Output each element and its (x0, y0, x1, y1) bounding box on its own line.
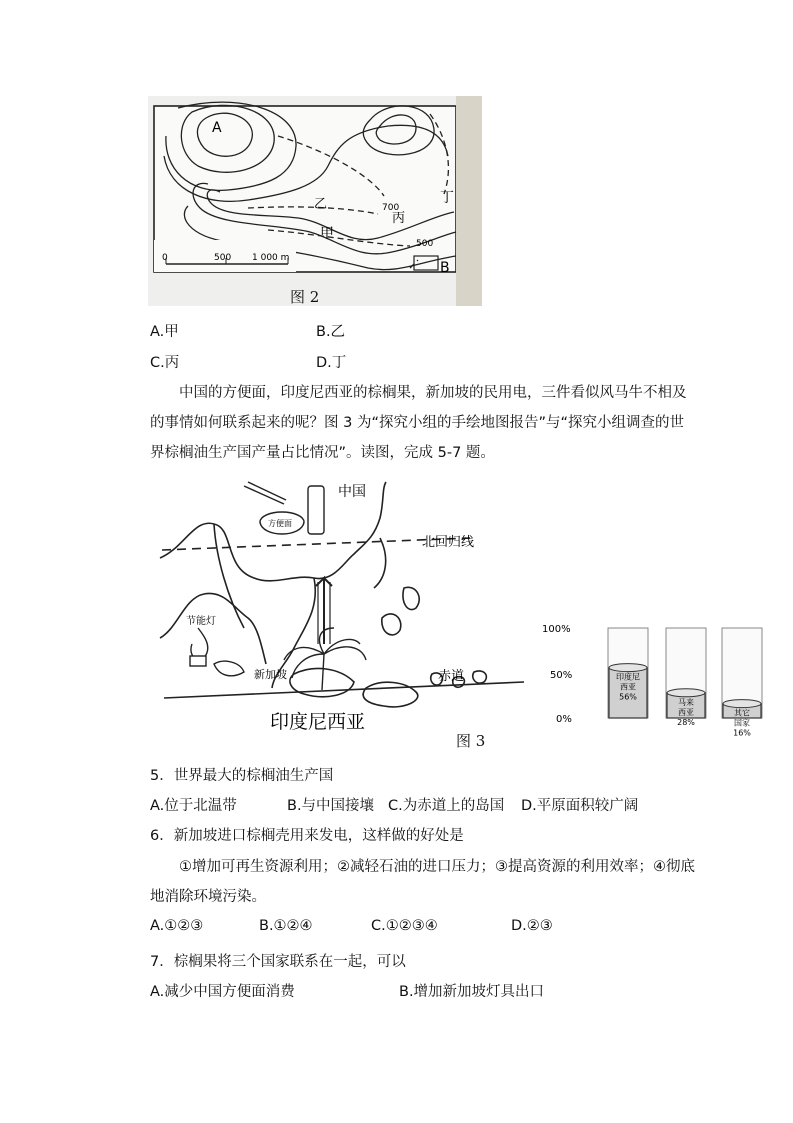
map-label-singapore: 新加坡 (254, 668, 287, 681)
point-yi-label: 乙 (314, 197, 328, 212)
scale-label-500: 500 (214, 253, 232, 263)
point-bing-label: 丙 (392, 211, 406, 226)
bar-value-label-2: 16% (733, 728, 751, 738)
q5-option-a[interactable]: A.位于北温带 (150, 798, 237, 814)
map-label-indonesia: 印度尼西亚 (270, 711, 366, 733)
q6-statement: ①增加可再生资源利用；②减轻石油的进口压力；③提高资源的利用效率；④彻底地消除环境污染。 (150, 859, 695, 905)
bar-value-label-0: 56% (619, 692, 637, 702)
map-label-tropic: 北回归线 (422, 535, 475, 550)
scale-label-0: 0 (162, 253, 168, 263)
q5-option-d[interactable]: D.平原面积较广阔 (521, 798, 639, 814)
q6-option-a[interactable]: A.①②③ (150, 918, 204, 934)
q4-option-d[interactable]: D.丁 (316, 355, 347, 371)
bar-value-label-1: 28% (677, 717, 695, 727)
q4-option-a[interactable]: A.甲 (150, 324, 179, 340)
q4-option-c[interactable]: C.丙 (150, 355, 180, 371)
q6-option-d[interactable]: D.②③ (511, 918, 553, 934)
figure-3-caption: 图 3 (456, 732, 486, 750)
contour-500-label: 500 (416, 239, 434, 249)
bar-top-2 (723, 700, 761, 708)
q7-stem: 7．棕榈果将三个国家联系在一起，可以 (150, 954, 406, 970)
q4-option-b[interactable]: B.乙 (316, 324, 346, 340)
q7-option-a[interactable]: A.减少中国方便面消费 (150, 984, 295, 1000)
bar-top-1 (667, 689, 705, 697)
figure-2-caption: 图 2 (290, 288, 320, 306)
bar-category-label-2-0: 其它 (734, 708, 750, 718)
q6-stem: 6．新加坡进口棕榈壳用来发电，这样做的好处是 (150, 828, 464, 844)
palm-oil-chart-svg (536, 610, 766, 738)
map-label-noodles: 方便面 (268, 519, 292, 528)
energy-saving-lamp-icon (190, 628, 244, 676)
point-b-label: B (440, 260, 450, 276)
intro-paragraph: 中国的方便面，印度尼西亚的棕榈果，新加坡的民用电，三件看似风马牛不相及的事情如何联系起来的呢？图 3 为“探究小组的手绘地图报告”与“探究小组调查的世界棕榈油生产国产量占比情况”。读图，完成 5-7 题。 (150, 385, 687, 461)
bar-top-0 (609, 664, 647, 672)
q6-option-b[interactable]: B.①②④ (259, 918, 313, 934)
hand-drawn-map (154, 478, 534, 740)
bar-category-label-1-0: 马来 (678, 697, 694, 707)
palm-oil-chart (536, 610, 766, 738)
y-tick-100: 100% (542, 624, 571, 635)
point-a-label: A (212, 120, 222, 136)
contour-700-label: 700 (382, 203, 400, 213)
q5-option-b[interactable]: B.与中国接壤 (287, 798, 375, 814)
q7-option-b[interactable]: B.增加新加坡灯具出口 (399, 984, 545, 1000)
bar-category-label-2-1: 国家 (734, 718, 750, 728)
q5-option-c[interactable]: C.为赤道上的岛国 (388, 798, 505, 814)
map-label-china: 中国 (338, 484, 366, 500)
map-label-equator: 赤道 (438, 669, 465, 684)
figure-2 (148, 96, 482, 306)
q5-stem: 5．世界最大的棕榈油生产国 (150, 768, 334, 784)
figure-3-map (154, 478, 534, 750)
bar-category-label-1-1: 西亚 (678, 707, 694, 717)
bar-category-label-0-0: 印度尼 (616, 672, 640, 682)
contour-map (148, 96, 482, 306)
y-tick-0: 0% (556, 714, 572, 725)
y-tick-50: 50% (550, 670, 573, 681)
point-ding-label: 丁 (440, 190, 454, 206)
q6-option-c[interactable]: C.①②③④ (371, 918, 438, 934)
map-label-lamp: 节能灯 (186, 616, 216, 627)
bar-category-label-0-1: 西亚 (620, 682, 636, 692)
point-jia-label: 甲 (320, 226, 334, 242)
scale-label-1000: 1 000 m (252, 253, 290, 263)
